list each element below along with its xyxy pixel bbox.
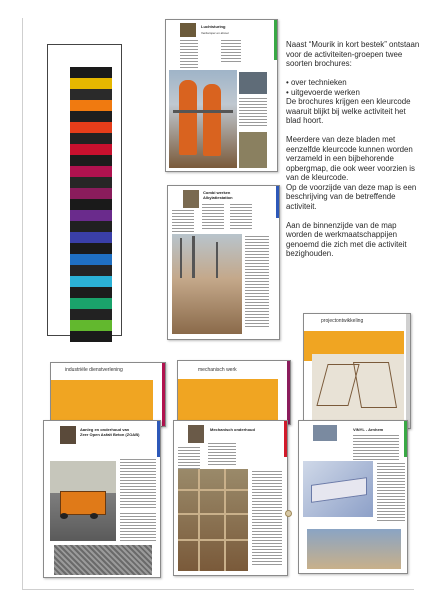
- text-column: [180, 40, 198, 70]
- text-column: [221, 40, 241, 62]
- text-column: [120, 459, 156, 509]
- text-column: [120, 513, 156, 541]
- list-item: • uitgevoerde werken: [286, 88, 420, 98]
- color-swatch: [70, 177, 112, 188]
- color-tab: [406, 314, 410, 429]
- photo-small-1: [239, 72, 267, 94]
- orange-band: [178, 379, 278, 424]
- color-swatch: [70, 232, 112, 243]
- color-swatch: [70, 265, 112, 276]
- intro-text: Naast “Mourik in kort bestek” ontstaan voor de activiteiten-groepen twee soorten brochures:: [286, 40, 420, 68]
- text-column: [208, 443, 236, 465]
- color-tab: [404, 421, 407, 457]
- thumbnail-photo: [313, 425, 337, 441]
- brochure-zoab: [43, 420, 161, 578]
- color-tab: [284, 421, 287, 457]
- brochure-projectontwikkeling: [303, 313, 411, 429]
- paragraph-binnenzijde: Aan de binnenzijde van de map worden de werkmaatschappijen genoemd die zich met die activiteit bezighouden.: [286, 220, 407, 258]
- color-swatch: [70, 100, 112, 111]
- scaffolding-photo: [178, 469, 248, 571]
- color-swatch: [70, 78, 112, 89]
- color-swatch: [70, 199, 112, 210]
- text-column: [245, 236, 269, 328]
- brochure-industriele-dienstverlening: [50, 362, 166, 427]
- brochure-title: VINYL - Arnhem: [353, 427, 384, 432]
- color-swatch: [70, 320, 112, 331]
- building-render: [303, 461, 373, 517]
- page-left-edge: [22, 18, 23, 590]
- category-label: industriële dienstverlening: [65, 367, 123, 373]
- color-swatch: [70, 210, 112, 221]
- building-photo: [307, 529, 401, 569]
- thumbnail-photo: [188, 425, 204, 443]
- text-column: [252, 471, 282, 567]
- thumbnail-photo: [183, 190, 199, 208]
- color-swatch: [70, 67, 112, 78]
- color-swatch: [70, 89, 112, 100]
- paragraph-opbergmap: Meerdere van deze bladen met eenzelfde kleurcode kunnen worden verzameld in een bijbehorende opbergmap, die ook weer voorzien is van de kleurcode.: [286, 135, 415, 182]
- text-column: [239, 98, 267, 128]
- brochure-title-2: Zeer Open Asfalt Beton (ZOAB): [80, 432, 140, 437]
- text-column: [178, 447, 200, 469]
- color-tab: [276, 186, 279, 218]
- color-swatch: [70, 243, 112, 254]
- color-swatch: [70, 166, 112, 177]
- color-swatch: [70, 221, 112, 232]
- color-tab: [162, 363, 165, 427]
- color-code-text: De brochures krijgen een kleurcode waaruit blijkt bij welke activiteit het blad hoort.: [286, 97, 411, 125]
- color-code-card: [47, 44, 122, 336]
- thumbnail-photo: [180, 23, 196, 37]
- binder-hole: [285, 510, 292, 517]
- color-swatch: [70, 111, 112, 122]
- brochure-title: Luchtsturing: [201, 24, 226, 29]
- text-column: [230, 204, 252, 230]
- color-swatch: [70, 144, 112, 155]
- brochure-title-2: Alkylatiestation: [203, 195, 233, 200]
- thumbnail-photo: [60, 426, 76, 444]
- text-column: [202, 204, 224, 230]
- brochure-top-2: [167, 185, 280, 340]
- text-column: [377, 463, 405, 523]
- brochure-top-1: [165, 19, 278, 172]
- color-tab: [157, 421, 160, 457]
- truck-photo: [50, 461, 116, 541]
- text-column: [353, 435, 399, 461]
- list-item: • over technieken: [286, 78, 420, 88]
- color-swatch: [70, 188, 112, 199]
- description-text: [286, 40, 420, 268]
- page-bottom-edge: [22, 589, 414, 590]
- category-label: mechanisch werk: [198, 367, 237, 373]
- brochure-title: Aanleg en onderhoud van: [80, 427, 130, 432]
- color-swatch: [70, 298, 112, 309]
- paragraph-voorzijde: Op de voorzijde van deze map is een beschrijving van de betreffende activiteit.: [286, 182, 417, 211]
- asphalt-photo: [54, 545, 152, 575]
- text-column: [172, 210, 194, 236]
- category-label: projectontwikkeling: [321, 318, 364, 324]
- brochure-types-list: [286, 78, 420, 97]
- industrial-tower-photo: [169, 70, 237, 168]
- color-tab: [274, 20, 277, 60]
- brochure-mechanisch-onderhoud: [173, 420, 288, 576]
- brochure-vinyl-arnhem: [298, 420, 408, 574]
- brochure-title: Mechanisch onderhoud: [210, 427, 255, 432]
- color-tab: [287, 361, 290, 425]
- color-swatch: [70, 331, 112, 342]
- brochure-mechanisch-werk: [177, 360, 291, 425]
- brochure-title: Combi werken: [203, 190, 231, 195]
- color-swatch: [70, 309, 112, 320]
- brochure-subtitle: Verdamper en afvoer: [201, 31, 230, 35]
- color-swatch: [70, 276, 112, 287]
- color-swatch: [70, 122, 112, 133]
- color-swatch: [70, 287, 112, 298]
- architect-sketch: [312, 354, 404, 426]
- color-swatch: [70, 155, 112, 166]
- photo-small-2: [239, 132, 267, 168]
- refinery-photo: [172, 234, 242, 334]
- color-swatch: [70, 133, 112, 144]
- color-swatch: [70, 254, 112, 265]
